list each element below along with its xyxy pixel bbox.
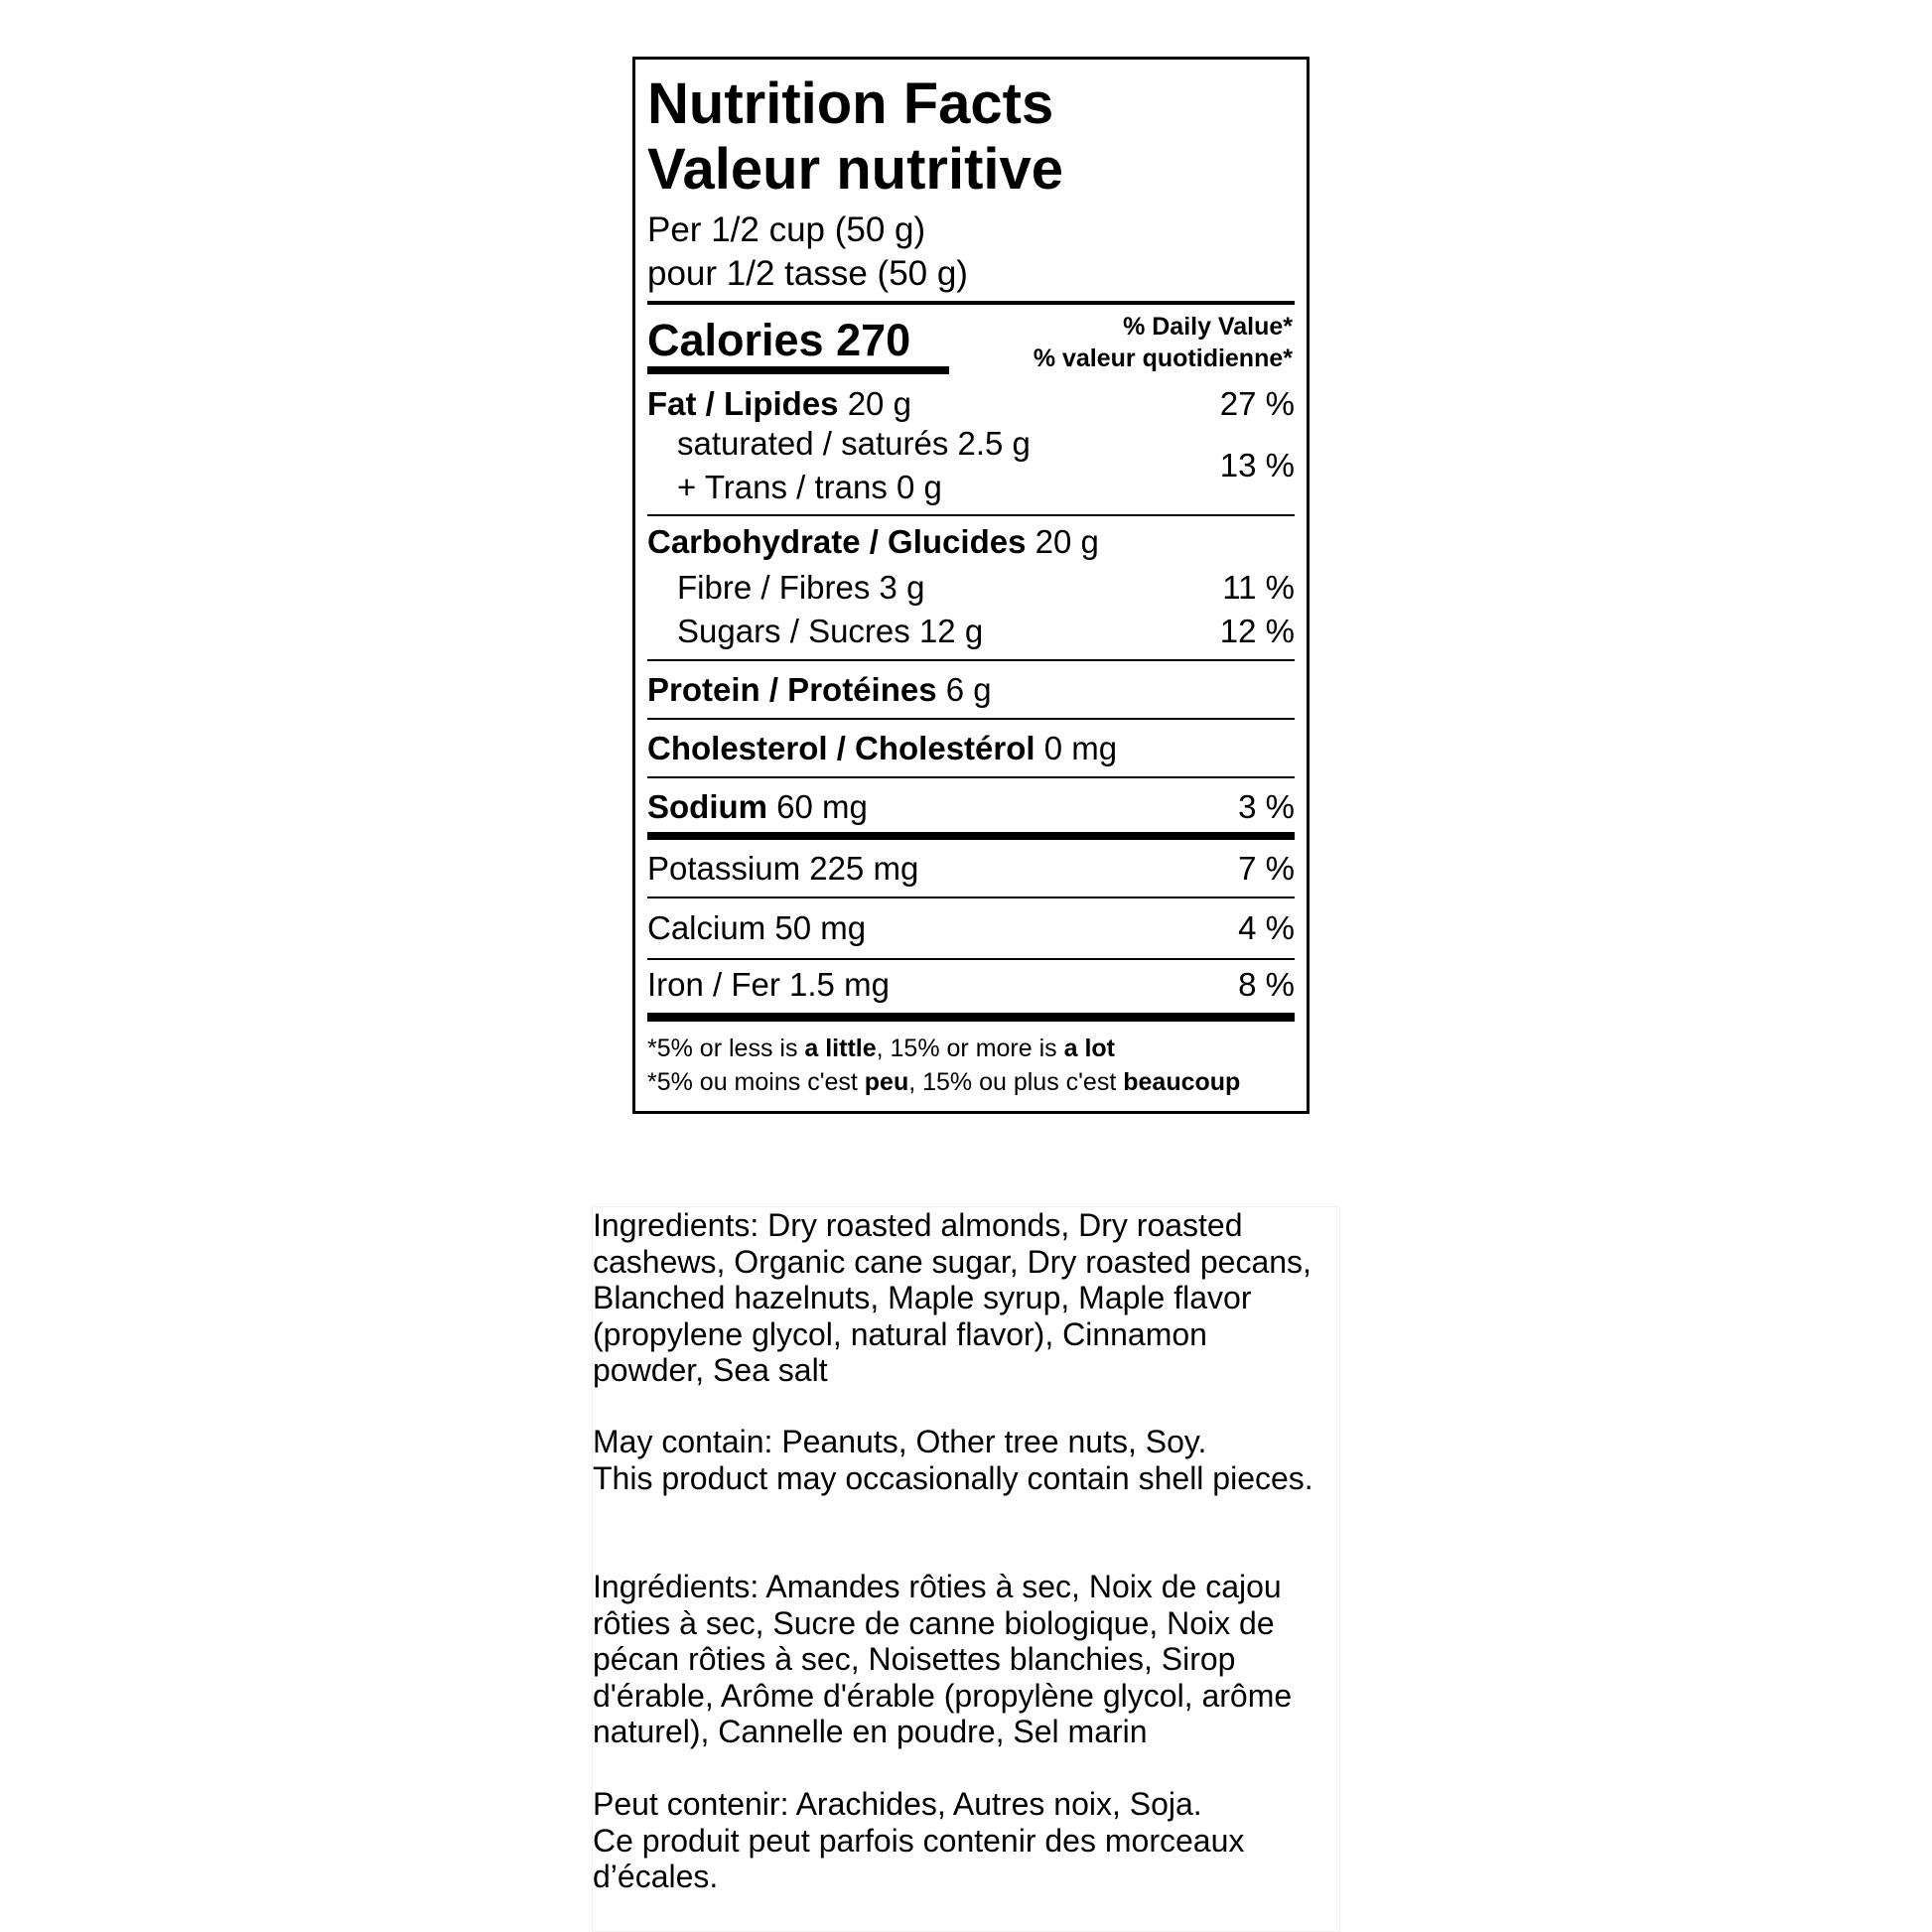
divider <box>647 514 1295 516</box>
divider <box>647 776 1295 778</box>
sat-trans-dv: 13 % <box>1219 447 1295 483</box>
serving-size-fr: pour 1/2 tasse (50 g) <box>647 254 968 293</box>
ingredients-en <box>593 1207 1367 1389</box>
ingredients-line: naturel), Cannelle en poudre, Sel marin <box>593 1714 1148 1749</box>
sodium-name: Sodium <box>647 788 767 825</box>
carbohydrate-name: Carbohydrate / Glucides <box>647 523 1027 560</box>
divider <box>647 958 1295 960</box>
daily-value-header-fr: % valeur quotidienne* <box>1033 345 1293 372</box>
footnote-fr-bold: peu <box>864 1068 909 1096</box>
ingredients-line: d'érable, Arôme d'érable (propylène glycol, arôme <box>593 1677 1293 1714</box>
ingredients-line: rôties à sec, Sucre de canne biologique, Noix de <box>593 1604 1275 1641</box>
ingredients-line: pécan rôties à sec, Noisettes blanchies, Sirop <box>593 1641 1236 1677</box>
ingredients-fr <box>593 1569 1367 1750</box>
carbohydrate-amount: 20 g <box>1035 523 1099 560</box>
fibre-dv-row <box>647 566 1295 610</box>
divider <box>647 301 1295 305</box>
fibre-text: Fibre / Fibres 3 g <box>677 569 925 606</box>
divider <box>647 718 1295 720</box>
thick-divider <box>647 1013 1295 1022</box>
calcium-dv: 4 % <box>1238 909 1295 946</box>
potassium-row <box>647 847 1295 891</box>
fibre-dv: 11 % <box>1222 569 1295 606</box>
daily-value-header-en: % Daily Value* <box>1123 313 1293 341</box>
cholesterol-amount: 0 mg <box>1043 730 1118 766</box>
calcium-row <box>647 906 1295 950</box>
footnote-fr-bold: beaucoup <box>1123 1068 1241 1096</box>
sat-trans-dv-row <box>647 444 1295 487</box>
ingredients-line: Ingredients: Dry roasted almonds, Dry roasted <box>593 1207 1243 1243</box>
fat-row <box>647 382 1295 426</box>
cholesterol-row <box>647 727 1295 770</box>
sugars-dv: 12 % <box>1219 613 1295 649</box>
sugars-dv-row <box>647 610 1295 653</box>
may-contain-line: Peut contenir: Arachides, Autres noix, Soja. <box>593 1786 1202 1822</box>
serving-size-en: Per 1/2 cup (50 g) <box>647 210 926 249</box>
protein-amount: 6 g <box>945 671 992 708</box>
trans-text: + Trans / trans 0 g <box>677 469 942 505</box>
daily-value-header <box>1034 311 1293 374</box>
divider <box>647 897 1295 898</box>
footnote-en <box>647 1032 1115 1065</box>
footnote-fr-text: , 15% ou plus c'est <box>908 1068 1124 1096</box>
carbohydrate-row <box>647 520 1295 564</box>
may-contain-line: May contain: Peanuts, Other tree nuts, Soy. <box>593 1424 1207 1459</box>
protein-name: Protein / Protéines <box>647 671 937 708</box>
potassium-text: Potassium 225 mg <box>647 850 919 887</box>
sugars-text: Sugars / Sucres 12 g <box>677 613 984 649</box>
may-contain-line: This product may occasionally contain shell pieces. <box>593 1459 1313 1496</box>
divider <box>647 659 1295 661</box>
cholesterol-name: Cholesterol / Cholestérol <box>647 730 1035 766</box>
sodium-dv: 3 % <box>1238 788 1295 825</box>
nutrition-facts-table <box>632 57 1310 1114</box>
fat-amount: 20 g <box>847 385 911 422</box>
calcium-text: Calcium 50 mg <box>647 909 867 946</box>
footnote-en-text: *5% or less is <box>647 1035 805 1062</box>
calories-underline <box>647 366 949 374</box>
saturated-text: saturated / saturés 2.5 g <box>677 425 1031 462</box>
footnote-en-text: , 15% or more is <box>876 1035 1064 1062</box>
potassium-dv: 7 % <box>1238 850 1295 887</box>
protein-row <box>647 668 1295 712</box>
ingredients-panel <box>592 1206 1340 1932</box>
footnote-en-bold: a lot <box>1063 1035 1115 1062</box>
iron-row <box>647 963 1295 1007</box>
fat-dv: 27 % <box>1219 385 1295 422</box>
ingredients-line: cashews, Organic cane sugar, Dry roasted pecans, <box>593 1243 1311 1280</box>
footnote-fr <box>647 1065 1240 1099</box>
may-contain-fr <box>593 1786 1367 1895</box>
title-en: Nutrition Facts <box>647 71 1054 136</box>
sodium-row <box>647 785 1295 829</box>
may-contain-en <box>593 1424 1367 1496</box>
ingredients-line: powder, Sea salt <box>593 1352 828 1388</box>
thick-divider <box>647 832 1295 840</box>
fat-name: Fat / Lipides <box>647 385 839 422</box>
iron-dv: 8 % <box>1238 966 1295 1003</box>
calories: Calories 270 <box>647 315 911 365</box>
may-contain-line: d’écales. <box>593 1859 719 1894</box>
footnote-fr-text: *5% ou moins c'est <box>647 1068 865 1096</box>
footnote-en-bold: a little <box>804 1035 877 1062</box>
ingredients-line: Blanched hazelnuts, Maple syrup, Maple flavor <box>593 1280 1252 1315</box>
title-fr: Valeur nutritive <box>647 137 1064 202</box>
ingredients-line: Ingrédients: Amandes rôties à sec, Noix de cajou <box>593 1569 1282 1604</box>
sodium-amount: 60 mg <box>776 788 868 825</box>
ingredients-line: (propylene glycol, natural flavor), Cinnamon <box>593 1315 1207 1352</box>
may-contain-line: Ce produit peut parfois contenir des morceaux <box>593 1822 1245 1859</box>
iron-text: Iron / Fer 1.5 mg <box>647 966 890 1003</box>
